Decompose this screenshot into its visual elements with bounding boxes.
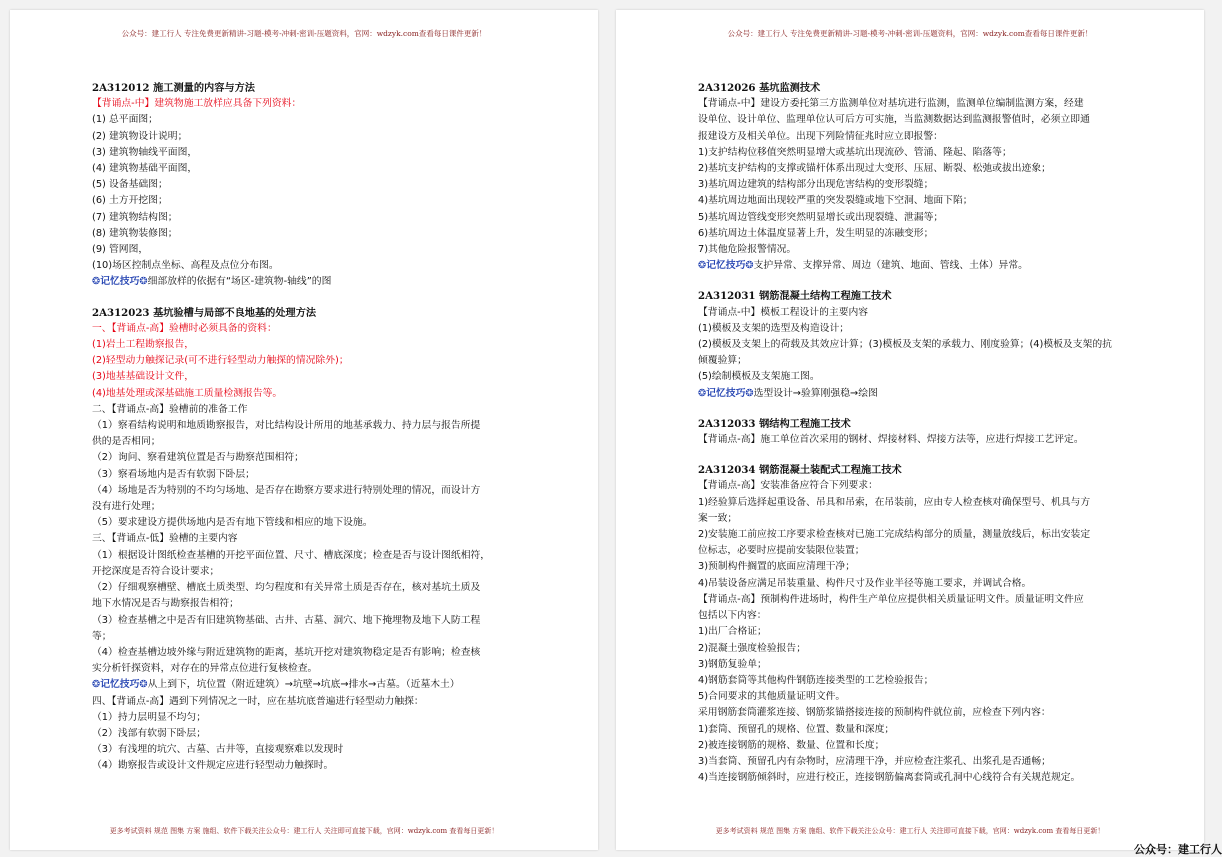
- text-line: [92, 242, 522, 258]
- line-text: (1)模板及支架的选型及构造设计；: [698, 322, 850, 334]
- text-line: [698, 161, 1128, 177]
- line-text: 2A312031 钢筋混凝土结构工程施工技术: [698, 290, 892, 303]
- text-line: [92, 710, 522, 726]
- line-text: 采用钢筋套筒灌浆连接、钢筋浆锚搭接连接的预制构件就位前，应检查下列内容：: [698, 707, 1051, 719]
- line-text: (9) 管网图，: [92, 244, 149, 256]
- line-text: 1)出厂合格证；: [698, 626, 767, 638]
- section-title: [92, 305, 522, 321]
- text-line: [92, 161, 522, 177]
- line-text: (3)地基基础设计文件，: [92, 371, 195, 383]
- line-text: 报建设方及相关单位。出现下列险情征兆时应立即报警：: [698, 130, 943, 142]
- text-line: [92, 726, 522, 742]
- line-text: 从上到下，坑位置（附近建筑）→坑壁→坑底→排水→古墓。（近墓木土）: [147, 679, 460, 691]
- text-line: [698, 495, 1128, 511]
- line-text: 2A312023 基坑验槽与局部不良地基的处理方法: [92, 306, 317, 319]
- line-text: 3)钢筋复验单；: [698, 658, 767, 670]
- text-line: [92, 434, 522, 450]
- text-line: [92, 483, 522, 499]
- line-text: 5)合同要求的其他质量证明文件。: [698, 691, 846, 703]
- key-point-line: [92, 337, 522, 353]
- text-line: [698, 657, 1128, 673]
- line-text: 3)当套筒、预留孔内有杂物时，应清理干净，并应检查注浆孔、出浆孔是否通畅；: [698, 755, 1051, 767]
- text-line: [92, 402, 522, 418]
- text-line: [698, 193, 1128, 209]
- line-text: 细部放样的依据有“场区-建筑物-轴线”的图: [147, 276, 332, 288]
- line-text: (4) 建筑物基础平面图，: [92, 163, 198, 175]
- text-line: [698, 145, 1128, 161]
- line-text: 1)经验算后选择起重设备、吊具和吊索，在吊装前，应由专人检查核对确保型号、机具与方: [698, 496, 1091, 508]
- line-text: (6) 土方开挖图；: [92, 195, 168, 207]
- line-text: 【背诵点-高】施工单位首次采用的钢材、焊接材料、焊接方法等，应进行焊接工艺评定。: [698, 434, 1084, 446]
- line-text: 选型设计→验算刚强稳→绘图: [753, 387, 878, 399]
- page-header: 公众号：建工行人 专注免费更新精讲-习题-模考-冲刺-密训-压题资料，官网：wdzyk.com查看每日课件更新！: [121, 29, 487, 38]
- line-text: （4）检查基槽边坡外缘与附近建筑物的距离，基坑开挖对建筑物稳定是否有影响；检查核: [92, 646, 481, 658]
- line-text: (3) 建筑物轴线平面图，: [92, 146, 198, 158]
- line-text: (7) 建筑物结构图；: [92, 211, 178, 223]
- memory-tip-line: [698, 386, 1128, 402]
- line-text: 位标志，必要时应提前安装限位装置；: [698, 545, 865, 557]
- watermark-label: 公众号：建工行人: [1134, 843, 1222, 856]
- line-text: 倾覆验算；: [698, 355, 747, 367]
- line-text: 供的是否相同；: [92, 436, 161, 448]
- text-line: [698, 511, 1128, 527]
- memory-tip-line: [92, 677, 522, 693]
- key-point-line: [92, 321, 522, 337]
- line-text: 【背诵点-中】建筑物施工放样应具备下列资料：: [92, 98, 302, 110]
- line-text: 2)安装施工前应按工序要求检查核对已施工完成结构部分的质量，测量放线后，标出安装定: [698, 529, 1091, 541]
- memory-tip-label: ❂记忆技巧❂: [698, 387, 754, 399]
- text-line: [92, 418, 522, 434]
- text-line: [698, 641, 1128, 657]
- line-text: （4）勘察报告或设计文件规定应进行轻型动力触探时。: [92, 760, 334, 772]
- text-line: [92, 450, 522, 466]
- line-text: 【背诵点-中】建设方委托第三方监测单位对基坑进行监测，监测单位编制监测方案，经建: [698, 98, 1084, 110]
- text-line: [698, 559, 1128, 575]
- text-line: [698, 96, 1128, 112]
- text-line: [92, 210, 522, 226]
- line-text: (10)场区控制点坐标、高程及点位分布图。: [92, 260, 279, 272]
- line-text: 【背诵点-中】模板工程设计的主要内容: [698, 306, 869, 318]
- line-text: 2)基坑支护结构的支撑或锚杆体系出现过大变形、压屈、断裂、松弛或拔出迹象；: [698, 163, 1051, 175]
- text-line: [92, 596, 522, 612]
- text-line: [698, 226, 1128, 242]
- section-gap: [92, 291, 522, 305]
- page-body: [698, 80, 1128, 786]
- text-line: [698, 624, 1128, 640]
- text-line: [698, 432, 1128, 448]
- line-text: 四、【背诵点-高】遇到下列情况之一时，应在基坑底普遍进行轻型动力触探：: [92, 695, 424, 707]
- line-text: 案一致；: [698, 512, 738, 524]
- line-text: 支护异常、支撑异常、周边（建筑、地面、管线、土体）异常。: [753, 260, 1028, 272]
- text-line: [92, 564, 522, 580]
- section-title: [698, 288, 1128, 304]
- text-line: [698, 689, 1128, 705]
- key-point-line: [92, 386, 522, 402]
- text-line: [698, 129, 1128, 145]
- text-line: [698, 770, 1128, 786]
- text-line: [92, 742, 522, 758]
- line-text: 3)预制构件搁置的底面应清理干净；: [698, 561, 856, 573]
- text-line: [92, 258, 522, 274]
- line-text: 2A312026 基坑监测技术: [698, 82, 821, 94]
- key-point-line: [92, 369, 522, 385]
- line-text: 3)基坑周边建筑的结构部分出现危害结构的变形裂缝；: [698, 179, 934, 191]
- line-text: 没有进行处理；: [92, 501, 161, 513]
- line-text: (1)岩土工程勘察报告，: [92, 339, 195, 351]
- line-text: (5) 设备基础图；: [92, 179, 168, 191]
- line-text: 开挖深度是否符合设计要求；: [92, 565, 220, 577]
- line-text: 三、【背诵点-低】验槽的主要内容: [92, 533, 238, 545]
- text-line: [698, 478, 1128, 494]
- line-text: (1) 总平面图；: [92, 114, 158, 126]
- line-text: 7)其他危险报警情况。: [698, 244, 797, 256]
- line-text: （5）要求建设方提供场地内是否有地下管线和相应的地下设施。: [92, 517, 373, 529]
- text-line: [92, 499, 522, 515]
- line-text: （1）察看结构说明和地质勘察报告，对比结构设计所用的地基承载力、持力层与报告所提: [92, 420, 481, 432]
- line-text: （2）仔细观察槽壁、槽底土质类型、均匀程度和有关异常土质是否存在，核对基坑土质及: [92, 582, 481, 594]
- line-text: 2A312012 施工测量的内容与方法: [92, 82, 255, 94]
- text-line: [92, 226, 522, 242]
- line-text: 2A312034 钢筋混凝土装配式工程施工技术: [698, 464, 902, 477]
- memory-tip-line: [698, 258, 1128, 274]
- page-footer: 更多考试资料 规范 图集 方案 施组、软件下载关注公众号：建工行人 关注即可直接下载，官网：wdzyk.com 查看每日更新！: [109, 827, 499, 835]
- text-line: [698, 112, 1128, 128]
- line-text: 地下水情况是否与勘察报告相符；: [92, 598, 239, 610]
- line-text: (8) 建筑物装修图；: [92, 227, 178, 239]
- text-line: [698, 337, 1128, 353]
- line-text: (2) 建筑物设计说明；: [92, 130, 188, 142]
- text-line: [92, 177, 522, 193]
- document-page-left: [10, 10, 598, 850]
- text-line: [698, 369, 1128, 385]
- text-line: [698, 705, 1128, 721]
- text-line: [92, 515, 522, 531]
- line-text: 设单位、设计单位、监理单位认可后方可实施，当监测数据达到监测报警值时，必须立即通: [698, 114, 1090, 126]
- line-text: （1）根据设计图纸检查基槽的开挖平面位置、尺寸、槽底深度；检查是否与设计图纸相符，: [92, 549, 491, 561]
- line-text: 等；: [92, 630, 112, 642]
- line-text: 包括以下内容：: [698, 610, 767, 622]
- text-line: [698, 543, 1128, 559]
- text-line: [92, 531, 522, 547]
- text-line: [698, 722, 1128, 738]
- section-gap: [698, 448, 1128, 462]
- line-text: 1)套筒、预留孔的规格、位置、数量和深度；: [698, 723, 895, 735]
- memory-tip-label: ❂记忆技巧❂: [92, 679, 148, 691]
- line-text: 4)当连接钢筋倾斜时，应进行校正，连接钢筋偏离套筒或孔洞中心线符合有关规范规定。: [698, 772, 1081, 784]
- line-text: （1）持力层明显不均匀；: [92, 711, 206, 723]
- text-line: [698, 608, 1128, 624]
- text-line: [698, 576, 1128, 592]
- text-line: [698, 353, 1128, 369]
- text-line: [698, 177, 1128, 193]
- section-title: [698, 462, 1128, 478]
- line-text: （3）检查基槽之中是否有旧建筑物基础、古井、古墓、洞穴、地下掩埋物及地下人防工程: [92, 614, 481, 626]
- text-line: [698, 754, 1128, 770]
- document-page-right: [616, 10, 1204, 850]
- line-text: 4)吊装设备应满足吊装重量、构件尺寸及作业半径等施工要求，并调试合格。: [698, 577, 1032, 589]
- line-text: 2)混凝土强度检验报告；: [698, 642, 807, 654]
- memory-tip-label: ❂记忆技巧❂: [92, 276, 148, 288]
- section-title: [698, 80, 1128, 96]
- line-text: (2)模板及支架上的荷载及其效应计算；(3)模板及支架的承载力、刚度验算；(4)模板及支架的抗: [698, 339, 1112, 351]
- line-text: 1)支护结构位移值突然明显增大或基坑出现流砂、管涌、隆起、陷落等；: [698, 146, 1012, 158]
- line-text: 实分析钎探资料，对存在的异常点位进行复核检查。: [92, 663, 318, 675]
- line-text: （3）察看场地内是否有软弱下卧层；: [92, 468, 255, 480]
- text-line: [92, 129, 522, 145]
- text-line: [92, 694, 522, 710]
- text-line: [92, 613, 522, 629]
- line-text: 6)基坑周边土体温度显著上升，发生明显的冻融变形；: [698, 227, 934, 239]
- line-text: (4)地基处理或深基础施工质量检测报告等。: [92, 387, 283, 399]
- line-text: 4)基坑周边地面出现较严重的突发裂缝或地下空洞、地面下陷；: [698, 195, 973, 207]
- text-line: [92, 467, 522, 483]
- text-line: [92, 193, 522, 209]
- text-line: [92, 629, 522, 645]
- line-text: 2A312033 钢结构工程施工技术: [698, 417, 851, 430]
- page-header: 公众号：建工行人 专注免费更新精讲-习题-模考-冲刺-密训-压题资料，官网：wdzyk.com查看每日课件更新！: [727, 29, 1093, 38]
- page-body: [92, 80, 522, 775]
- key-point-line: [92, 96, 522, 112]
- line-text: （2）询问、察看建筑位置是否与勘察范围相符；: [92, 452, 304, 464]
- text-line: [698, 305, 1128, 321]
- memory-tip-label: ❂记忆技巧❂: [698, 260, 754, 272]
- line-text: (5)绘制模板及支架施工图。: [698, 371, 820, 383]
- section-title: [698, 416, 1128, 432]
- page-footer: 更多考试资料 规范 图集 方案 施组、软件下载关注公众号：建工行人 关注即可直接下载，官网：wdzyk.com 查看每日更新！: [715, 827, 1105, 835]
- text-line: [698, 242, 1128, 258]
- line-text: 5)基坑周边管线变形突然明显增长或出现裂缝、泄漏等；: [698, 211, 944, 223]
- line-text: 二、【背诵点-高】验槽前的准备工作: [92, 403, 248, 415]
- text-line: [92, 145, 522, 161]
- line-text: 4)钢筋套筒等其他构件钢筋连接类型的工艺检验报告；: [698, 674, 934, 686]
- line-text: 2)被连接钢筋的规格、数量、位置和长度；: [698, 739, 885, 751]
- text-line: [92, 580, 522, 596]
- text-line: [92, 758, 522, 774]
- line-text: （3）有浅埋的坑穴、古墓、古井等，直接观察难以发现时: [92, 744, 344, 756]
- text-line: [698, 210, 1128, 226]
- memory-tip-line: [92, 274, 522, 290]
- text-line: [698, 673, 1128, 689]
- section-gap: [698, 402, 1128, 416]
- line-text: 【背诵点-高】预制构件进场时，构件生产单位应提供相关质量证明文件。质量证明文件应: [698, 593, 1084, 605]
- text-line: [92, 661, 522, 677]
- text-line: [698, 738, 1128, 754]
- text-line: [92, 112, 522, 128]
- text-line: [698, 321, 1128, 337]
- line-text: 一、【背诵点-高】验槽时必须具备的资料：: [92, 322, 277, 334]
- key-point-line: [92, 353, 522, 369]
- text-line: [698, 527, 1128, 543]
- line-text: (2)轻型动力触探记录(可不进行轻型动力触探的情况除外)；: [92, 355, 349, 367]
- line-text: 【背诵点-高】安装准备应符合下列要求：: [698, 480, 878, 492]
- line-text: （4）场地是否为特别的不均匀场地、是否存在勘察方要求进行特别处理的情况，而设计方: [92, 484, 481, 496]
- text-line: [92, 548, 522, 564]
- text-line: [698, 592, 1128, 608]
- line-text: （2）浅部有软弱下卧层；: [92, 727, 206, 739]
- section-title: [92, 80, 522, 96]
- text-line: [92, 645, 522, 661]
- section-gap: [698, 274, 1128, 288]
